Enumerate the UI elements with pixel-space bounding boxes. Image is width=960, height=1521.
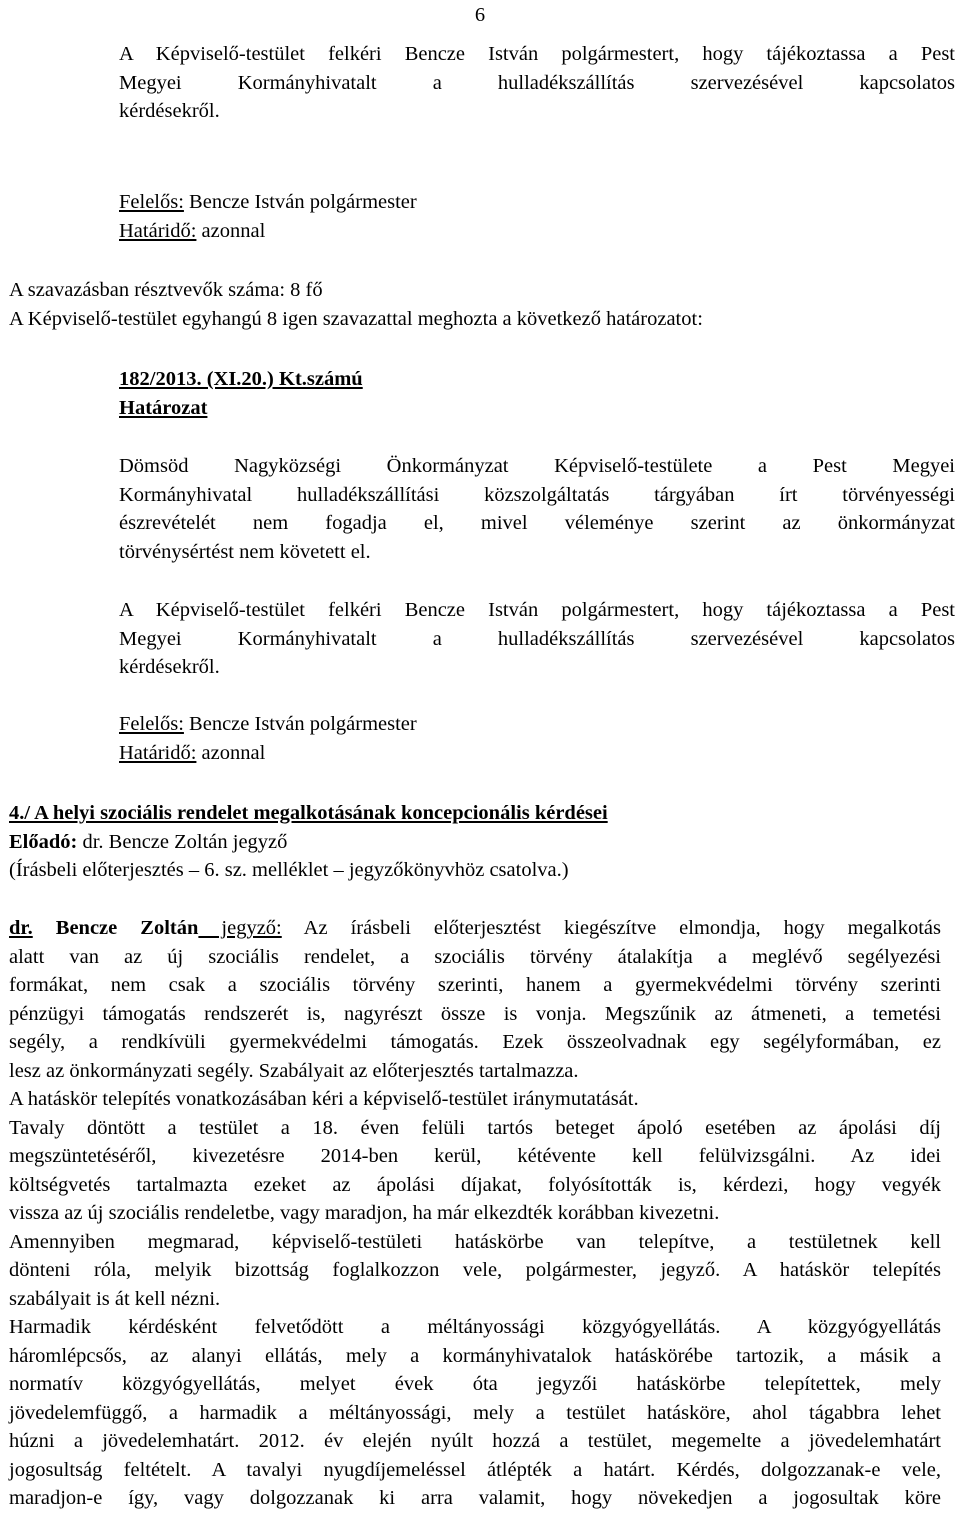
page-number: 6 [474,4,486,26]
deadline-value: azonnal [196,741,266,764]
speaker-role: jegyző: [198,917,282,939]
responsibility-block-1 [119,188,955,245]
presenter-label: Előadó: [9,830,78,853]
presenter-value: dr. Bencze Zoltán jegyző [77,830,288,853]
text-line: Dömsöd Nagyközségi Önkormányzat Képviselő-testülete a Pest Megyei [119,455,955,477]
text-line [9,914,941,943]
text-line: kérdésekről. [119,656,220,678]
text-line: költségvetés tartalmazta ezeket az ápolási díjakat, folyósították is, kérdezi, hogy vegyék [9,1173,941,1196]
text-line: Amennyiben megmarad, képviselő-testületi hatáskörbe van telepítve, a testületnek kell [9,1230,941,1253]
text-line: A Képviselő-testület felkéri Bencze István polgármestert, hogy tájékoztassa a Pest [119,599,955,621]
text-line: Harmadik kérdésként felvetődött a méltányossági közgyógyellátás. A közgyógyellátás [9,1316,941,1338]
resolution-title: Határozat [119,396,208,419]
text-line: Megyei Kormányhivatalt a hulladékszállítás szervezésével kapcsolatos [119,71,955,94]
vote-result: A Képviselő-testület egyhangú 8 igen szavazattal meghozta a következő határozatot: [9,307,703,330]
attachment-note: (Írásbeli előterjesztés – 6. sz. melléklet – jegyzőkönyvhöz csatolva.) [9,859,569,881]
text-line: A hatáskör telepítés vonatkozásában kéri a képviselő-testület iránymutatását. [9,1088,639,1110]
text-line: háromlépcsős, az alanyi ellátás, mely a kormányhivatalok hatáskörébe tartozik, a másik a [9,1344,941,1367]
vote-summary [9,276,955,333]
text-line: Megyei Kormányhivatalt a hulladékszállítás szervezésével kapcsolatos [119,627,955,650]
deadline-label: Határidő: [119,219,197,242]
text-line: észrevételét nem fogadja el, mivel véleménye szerint az önkormányzat [119,512,955,534]
responsible-value: Bencze István polgármester [183,713,417,735]
text-line: vissza az új szociális rendeletbe, vagy maradjon, ha már elkezdték korábban kivezetni. [9,1202,720,1224]
agenda-heading: 4./ A helyi szociális rendelet megalkotásának koncepcionális kérdései [9,802,608,824]
vote-participants: A szavazásban résztvevők száma: 8 fő [9,279,323,301]
text-line: normatív közgyógyellátás, melyet évek óta jegyzői hatáskörbe telepítettek, mely [9,1373,941,1395]
responsible-value: Bencze István polgármester [183,191,417,213]
text-line: dönteni róla, melyik bizottság foglalkozzon vele, polgármester, jegyző. A hatáskör telepítés [9,1259,941,1281]
text-line: alatt van az új szociális rendelet, a szociális törvény átalakítja a meglévő segélyezési [9,945,941,968]
speech-first-line: Az írásbeli előterjesztést kiegészítve elmondja, hogy megalkotás [281,917,941,939]
resolution-text [119,452,955,566]
agenda-item [9,799,955,885]
request-paragraph-2 [119,596,955,682]
text-line: megszüntetéséről, kivezetésre 2014-ben kerül, kétévente kell felülvizsgálni. Az idei [9,1145,941,1167]
text-line: szabályait is át kell nézni. [9,1287,221,1310]
text-line: Kormányhivatal hulladékszállítási közszolgáltatás tárgyában írt törvényességi [119,483,955,506]
responsibility-block-2 [119,710,955,767]
text-line: A Képviselő-testület felkéri Bencze István polgármestert, hogy tájékoztassa a Pest [119,43,955,65]
text-line: segély, a rendkívüli gyermekvédelmi támogatás. Ezek összeolvadnak egy segélyformában, ez [9,1031,941,1053]
text-line: jogosultság feltételt. A tavalyi nyugdíjemeléssel átlépték a határt. Kérdés, dolgozzanak-e vele, [9,1458,941,1481]
speech-block [9,914,941,1513]
text-line: Tavaly döntött a testület a 18. éven felüli tartós beteget ápoló esetében az ápolási díj [9,1116,941,1139]
text-line: jövedelemfüggő, a harmadik a méltányossági, mely a testület hatásköre, ahol tágabbra lehet [9,1401,941,1424]
deadline-value: azonnal [196,219,266,242]
text-line: formákat, nem csak a szociális törvény szerinti, hanem a gyermekvédelmi törvény szerinti [9,974,941,996]
speaker-title: dr. [9,917,33,939]
text-line: pénzügyi támogatás rendszerét is, nagyrészt össze is vonja. Megszűnik az átmeneti, a temetési [9,1002,941,1025]
text-line: maradjon-e így, vagy dolgozzanak ki arra valamit, hogy növekedjen a jogosultak köre [9,1487,941,1509]
text-line: törvénysértést nem követett el. [119,540,371,563]
text-line: lesz az önkormányzati segély. Szabályait az előterjesztés tartalmazza. [9,1059,579,1082]
request-paragraph-1 [119,40,955,126]
resolution-number: 182/2013. (XI.20.) Kt.számú [119,368,363,390]
text-line: húzni a jövedelemhatárt. 2012. év elején nyúlt hozzá a testület, megemelte a jövedelemhatárt [9,1430,941,1452]
text-line: kérdésekről. [119,100,220,122]
responsible-label: Felelős: [119,191,184,213]
responsible-label: Felelős: [119,713,184,735]
deadline-label: Határidő: [119,741,197,764]
resolution-heading [119,365,955,422]
speaker-name: Bencze Zoltán [55,917,199,939]
